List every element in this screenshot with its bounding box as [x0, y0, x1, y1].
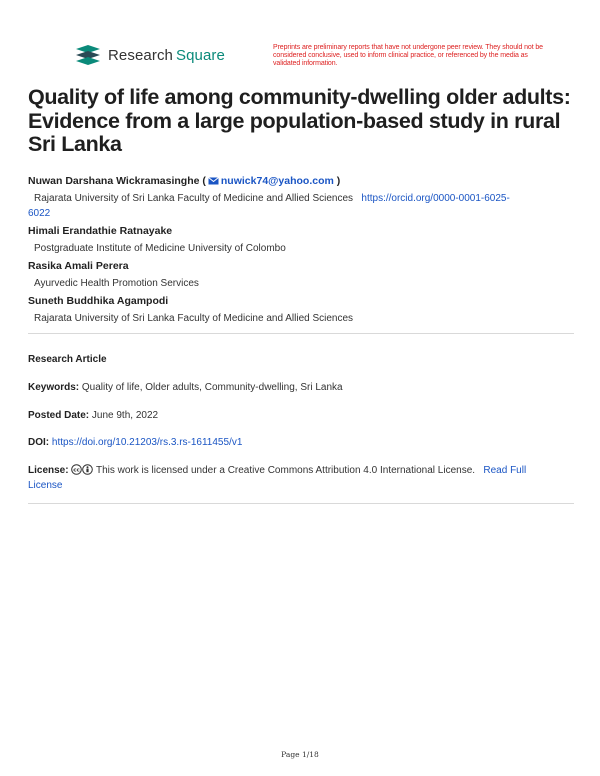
- author-name: [28, 174, 576, 188]
- research-square-logo[interactable]: [74, 44, 225, 66]
- license-label: License:: [28, 465, 69, 476]
- article-type-label: Research Article: [28, 354, 107, 365]
- author-name: Suneth Buddhika Agampodi: [28, 295, 169, 307]
- posted-date-value: June 9th, 2022: [91, 410, 159, 421]
- by-icon: [82, 464, 93, 475]
- affiliation-text: Rajarata University of Sri Lanka Faculty of Medicine and Allied Sciences: [34, 193, 354, 204]
- author-email-link[interactable]: nuwick74@yahoo.com: [220, 175, 334, 187]
- page-number: Page 1/18: [281, 750, 319, 759]
- keywords-value: Quality of life, Older adults, Community-dwelling, Sri Lanka: [81, 382, 343, 393]
- license-row: [28, 463, 576, 493]
- author-name-text: Nuwan Darshana Wickramasinghe: [28, 175, 200, 187]
- doi-row: [28, 435, 576, 450]
- research-square-logo-icon: [74, 44, 102, 66]
- svg-text:cc: cc: [73, 467, 81, 474]
- divider: [28, 333, 574, 334]
- read-full-license-link[interactable]: Read Full: [483, 465, 527, 476]
- paren-close: ): [333, 175, 341, 187]
- orcid-link-end[interactable]: 6022: [28, 208, 51, 219]
- brand-name: [108, 47, 225, 64]
- orcid-link-continued: [28, 206, 576, 221]
- brand-name-part1: Research: [108, 46, 173, 64]
- cc-icon: [71, 464, 82, 475]
- doi-link[interactable]: https://doi.org/10.21203/rs.3.rs-1611455/v1: [51, 437, 243, 448]
- posted-date-label: Posted Date:: [28, 410, 90, 421]
- author-name: Rasika Amali Perera: [28, 260, 129, 272]
- doi-label: DOI:: [28, 437, 50, 448]
- article-type: [28, 352, 576, 367]
- author-list: [28, 174, 576, 329]
- divider: [28, 503, 574, 504]
- keywords-label: Keywords:: [28, 382, 80, 393]
- author-affiliation: [28, 191, 576, 206]
- paren-open: (: [202, 175, 206, 187]
- paper-title: Quality of life among community-dwelling older adults: Evidence from a large population-based study in rural Sri Lanka: [28, 85, 571, 156]
- read-full-license-link-end[interactable]: License: [28, 480, 63, 491]
- posted-date-row: [28, 408, 576, 423]
- brand-name-part2: Square: [176, 46, 225, 64]
- header: [74, 44, 572, 78]
- preprint-disclaimer: Preprints are preliminary reports that have not undergone peer review. They should not be considered conclusive, used to inform clinical practice, or referenced by the media as validated information.: [273, 44, 543, 67]
- license-text: This work is licensed under a Creative Commons Attribution 4.0 International License.: [95, 465, 476, 476]
- keywords-row: [28, 380, 576, 395]
- author-affiliation: Postgraduate Institute of Medicine University of Colombo: [34, 243, 286, 254]
- author-affiliation: Ayurvedic Health Promotion Services: [34, 278, 199, 289]
- envelope-icon: [208, 177, 219, 185]
- author-affiliation: Rajarata University of Sri Lanka Faculty of Medicine and Allied Sciences: [34, 313, 354, 324]
- orcid-link[interactable]: https://orcid.org/0000-0001-6025-: [361, 193, 510, 204]
- author-name: Himali Erandathie Ratnayake: [28, 225, 173, 237]
